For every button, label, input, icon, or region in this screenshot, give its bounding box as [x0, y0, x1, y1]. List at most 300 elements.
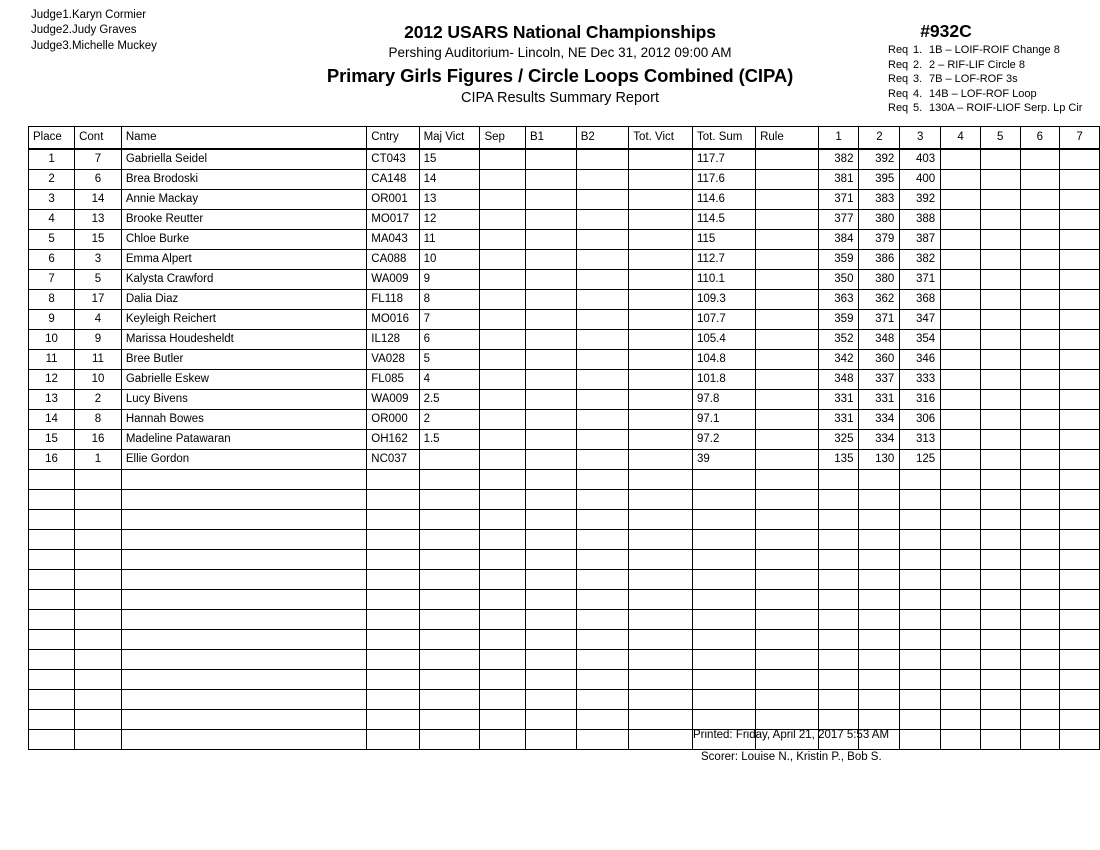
cell-judge-3: 333 — [900, 370, 941, 390]
cell-cont: 7 — [75, 149, 122, 170]
requirement-number: 2. — [913, 58, 923, 71]
cell-sep — [480, 290, 526, 310]
requirement-entry — [888, 101, 1100, 116]
column-header-cntry: Cntry — [367, 127, 419, 150]
requirement-label: Req — [888, 87, 909, 100]
cell-rule — [756, 149, 819, 170]
cell-judge-6 — [1020, 570, 1060, 590]
cell-maj-vict: 11 — [419, 230, 480, 250]
cell-rule — [756, 510, 819, 530]
cell-b2 — [576, 450, 629, 470]
cell-cont: 10 — [75, 370, 122, 390]
cell-maj-vict: 2.5 — [419, 390, 480, 410]
cell-cont — [75, 530, 122, 550]
cell-tot-vict — [629, 590, 693, 610]
cell-cntry — [367, 570, 419, 590]
cell-b1 — [526, 690, 577, 710]
cell-b1 — [526, 670, 577, 690]
cell-judge-1: 352 — [818, 330, 859, 350]
cell-judge-5 — [980, 270, 1020, 290]
cell-name — [121, 710, 366, 730]
cell-cntry — [367, 690, 419, 710]
table-header-row — [29, 127, 1100, 150]
cell-place — [29, 730, 75, 750]
cell-b2 — [576, 730, 629, 750]
cell-tot-vict — [629, 170, 693, 190]
judge-number: 2. — [62, 24, 72, 37]
cell-judge-1: 135 — [818, 450, 859, 470]
cell-judge-7 — [1060, 730, 1100, 750]
cell-judge-3: 306 — [900, 410, 941, 430]
cell-rule — [756, 290, 819, 310]
cell-name — [121, 670, 366, 690]
table-row-empty — [29, 590, 1100, 610]
cell-judge-6 — [1020, 190, 1060, 210]
cell-sep — [480, 170, 526, 190]
cell-rule — [756, 430, 819, 450]
table-row-empty — [29, 650, 1100, 670]
cell-cont: 14 — [75, 190, 122, 210]
cell-judge-4 — [941, 430, 981, 450]
requirement-entry — [888, 72, 1100, 87]
cell-cntry: OR001 — [367, 190, 419, 210]
cell-name — [121, 590, 366, 610]
venue-datetime-line: Pershing Auditorium- Lincoln, NE Dec 31, 2012 09:00 AM — [388, 45, 732, 60]
cell-b1 — [526, 149, 577, 170]
cell-judge-7 — [1060, 170, 1100, 190]
cell-judge-6 — [1020, 430, 1060, 450]
cell-cntry: VA028 — [367, 350, 419, 370]
cell-judge-4 — [941, 710, 981, 730]
table-row — [29, 149, 1100, 170]
cell-cont: 5 — [75, 270, 122, 290]
judge-number: 1. — [62, 9, 72, 21]
cell-b1 — [526, 310, 577, 330]
cell-judge-5 — [980, 430, 1020, 450]
cell-judge-6 — [1020, 610, 1060, 630]
cell-tot-vict — [629, 570, 693, 590]
cell-sep — [480, 670, 526, 690]
cell-judge-7 — [1060, 470, 1100, 490]
cell-judge-5 — [980, 450, 1020, 470]
cell-tot-vict — [629, 430, 693, 450]
cell-judge-1: 382 — [818, 149, 859, 170]
cell-cont — [75, 710, 122, 730]
cell-sep — [480, 149, 526, 170]
table-row-empty — [29, 530, 1100, 550]
cell-place: 3 — [29, 190, 75, 210]
cell-judge-1: 331 — [818, 410, 859, 430]
cell-tot-vict — [629, 490, 693, 510]
cell-judge-1: 359 — [818, 310, 859, 330]
cell-place — [29, 470, 75, 490]
cell-b1 — [526, 490, 577, 510]
cell-cont: 17 — [75, 290, 122, 310]
cell-judge-3 — [900, 610, 941, 630]
cell-cntry — [367, 710, 419, 730]
cell-judge-4 — [941, 670, 981, 690]
cell-judge-2 — [859, 470, 900, 490]
table-row-empty — [29, 570, 1100, 590]
column-header-judge-4: 4 — [941, 127, 981, 150]
cell-judge-4 — [941, 650, 981, 670]
cell-b1 — [526, 350, 577, 370]
cell-b1 — [526, 630, 577, 650]
table-body — [29, 149, 1100, 750]
cell-cntry: CA088 — [367, 250, 419, 270]
cell-sep — [480, 650, 526, 670]
cell-judge-7 — [1060, 630, 1100, 650]
report-header — [180, 22, 940, 108]
cell-maj-vict — [419, 450, 480, 470]
cell-place: 13 — [29, 390, 75, 410]
table-row — [29, 450, 1100, 470]
cell-cntry — [367, 670, 419, 690]
cell-judge-4 — [941, 290, 981, 310]
cell-sep — [480, 330, 526, 350]
cell-judge-7 — [1060, 290, 1100, 310]
cell-rule — [756, 270, 819, 290]
cell-judge-2: 386 — [859, 250, 900, 270]
cell-judge-3: 313 — [900, 430, 941, 450]
requirement-label: Req — [888, 44, 909, 56]
requirement-label: Req — [888, 58, 909, 71]
cell-cont — [75, 730, 122, 750]
cell-b1 — [526, 250, 577, 270]
cell-rule — [756, 490, 819, 510]
column-header-name: Name — [121, 127, 366, 150]
cell-judge-2: 334 — [859, 430, 900, 450]
cell-cntry — [367, 490, 419, 510]
cell-cont — [75, 510, 122, 530]
cell-judge-3 — [900, 670, 941, 690]
table-row-empty — [29, 730, 1100, 750]
cell-b2 — [576, 390, 629, 410]
cell-rule — [756, 570, 819, 590]
requirements-list — [868, 43, 1100, 116]
cell-judge-6 — [1020, 410, 1060, 430]
judge-number: 3. — [62, 39, 72, 52]
cell-place — [29, 590, 75, 610]
cell-judge-6 — [1020, 490, 1060, 510]
cell-name — [121, 510, 366, 530]
cell-b2 — [576, 270, 629, 290]
cell-tot-sum — [692, 550, 755, 570]
cell-judge-4 — [941, 550, 981, 570]
cell-name: Emma Alpert — [121, 250, 366, 270]
cell-tot-sum — [692, 470, 755, 490]
cell-cont — [75, 670, 122, 690]
cell-rule — [756, 470, 819, 490]
cell-judge-4 — [941, 149, 981, 170]
cell-judge-5 — [980, 690, 1020, 710]
cell-maj-vict: 4 — [419, 370, 480, 390]
cell-b2 — [576, 570, 629, 590]
cell-maj-vict — [419, 470, 480, 490]
cell-judge-4 — [941, 450, 981, 470]
cell-rule — [756, 550, 819, 570]
cell-b1 — [526, 270, 577, 290]
cell-sep — [480, 630, 526, 650]
cell-judge-4 — [941, 490, 981, 510]
cell-cntry: MO016 — [367, 310, 419, 330]
cell-maj-vict — [419, 690, 480, 710]
table-row — [29, 250, 1100, 270]
cell-b2 — [576, 170, 629, 190]
table-row — [29, 170, 1100, 190]
cell-tot-sum: 101.8 — [692, 370, 755, 390]
cell-place — [29, 650, 75, 670]
cell-tot-sum: 105.4 — [692, 330, 755, 350]
requirement-label: Req — [888, 73, 909, 86]
cell-judge-7 — [1060, 190, 1100, 210]
cell-b2 — [576, 670, 629, 690]
cell-tot-sum — [692, 510, 755, 530]
cell-place: 5 — [29, 230, 75, 250]
cell-b1 — [526, 290, 577, 310]
judge-entry — [31, 39, 157, 54]
cell-judge-4 — [941, 330, 981, 350]
cell-sep — [480, 430, 526, 450]
cell-judge-3: 400 — [900, 170, 941, 190]
results-table — [28, 126, 1100, 750]
cell-tot-vict — [629, 670, 693, 690]
cell-name: Ellie Gordon — [121, 450, 366, 470]
cell-judge-1: 359 — [818, 250, 859, 270]
cell-name — [121, 570, 366, 590]
cell-cntry — [367, 650, 419, 670]
cell-tot-sum — [692, 530, 755, 550]
cell-maj-vict: 2 — [419, 410, 480, 430]
cell-cont — [75, 550, 122, 570]
cell-tot-vict — [629, 530, 693, 550]
cell-cntry — [367, 510, 419, 530]
cell-tot-vict — [629, 350, 693, 370]
cell-tot-vict — [629, 510, 693, 530]
requirement-text: 7B – LOF-ROF 3s — [929, 73, 1018, 86]
cell-cont: 6 — [75, 170, 122, 190]
cell-maj-vict — [419, 510, 480, 530]
cell-name: Dalia Diaz — [121, 290, 366, 310]
cell-judge-2 — [859, 510, 900, 530]
table-row — [29, 370, 1100, 390]
cell-maj-vict — [419, 710, 480, 730]
cell-tot-vict — [629, 470, 693, 490]
cell-judge-4 — [941, 230, 981, 250]
cell-judge-6 — [1020, 330, 1060, 350]
cell-judge-2 — [859, 570, 900, 590]
cell-judge-2: 395 — [859, 170, 900, 190]
cell-judge-3: 371 — [900, 270, 941, 290]
cell-b2 — [576, 710, 629, 730]
cell-place: 6 — [29, 250, 75, 270]
cell-judge-2: 380 — [859, 270, 900, 290]
cell-tot-sum — [692, 650, 755, 670]
cell-sep — [480, 270, 526, 290]
cell-cont: 15 — [75, 230, 122, 250]
cell-rule — [756, 190, 819, 210]
cell-tot-vict — [629, 690, 693, 710]
cell-judge-1: 363 — [818, 290, 859, 310]
cell-rule — [756, 530, 819, 550]
cell-place — [29, 510, 75, 530]
cell-judge-3: 347 — [900, 310, 941, 330]
cell-judge-1: 381 — [818, 170, 859, 190]
cell-maj-vict — [419, 550, 480, 570]
judge-label: Judge — [31, 24, 63, 37]
cell-judge-5 — [980, 390, 1020, 410]
cell-tot-sum — [692, 570, 755, 590]
cell-tot-vict — [629, 390, 693, 410]
cell-maj-vict — [419, 650, 480, 670]
cell-judge-3 — [900, 490, 941, 510]
table-row — [29, 270, 1100, 290]
cell-judge-2 — [859, 650, 900, 670]
cell-place: 1 — [29, 149, 75, 170]
cell-place: 14 — [29, 410, 75, 430]
cell-b2 — [576, 290, 629, 310]
cell-sep — [480, 370, 526, 390]
column-header-tot-sum: Tot. Sum — [692, 127, 755, 150]
cell-b2 — [576, 470, 629, 490]
cell-place: 7 — [29, 270, 75, 290]
cell-b2 — [576, 190, 629, 210]
cell-b2 — [576, 650, 629, 670]
cell-judge-1: 331 — [818, 390, 859, 410]
cell-b2 — [576, 149, 629, 170]
cell-b2 — [576, 310, 629, 330]
cell-place — [29, 630, 75, 650]
cell-b1 — [526, 370, 577, 390]
cell-cntry: FL118 — [367, 290, 419, 310]
cell-judge-6 — [1020, 390, 1060, 410]
cell-judge-2: 334 — [859, 410, 900, 430]
cell-judge-7 — [1060, 450, 1100, 470]
cell-place — [29, 710, 75, 730]
cell-judge-4 — [941, 270, 981, 290]
cell-cntry — [367, 590, 419, 610]
cell-b2 — [576, 690, 629, 710]
cell-judge-2 — [859, 590, 900, 610]
table-row-empty — [29, 510, 1100, 530]
cell-b2 — [576, 410, 629, 430]
cell-place — [29, 690, 75, 710]
cell-judge-1 — [818, 490, 859, 510]
column-header-sep: Sep — [480, 127, 526, 150]
scorer-line: Scorer: Louise N., Kristin P., Bob S. — [701, 751, 882, 763]
cell-judge-6 — [1020, 530, 1060, 550]
cell-place: 10 — [29, 330, 75, 350]
cell-name: Bree Butler — [121, 350, 366, 370]
cell-judge-3 — [900, 710, 941, 730]
cell-tot-vict — [629, 450, 693, 470]
cell-name — [121, 530, 366, 550]
cell-cntry: MO017 — [367, 210, 419, 230]
cell-judge-2 — [859, 690, 900, 710]
cell-judge-2: 362 — [859, 290, 900, 310]
cell-sep — [480, 690, 526, 710]
cell-name: Lucy Bivens — [121, 390, 366, 410]
cell-cont — [75, 590, 122, 610]
cell-judge-4 — [941, 630, 981, 650]
cell-b1 — [526, 230, 577, 250]
table-row — [29, 290, 1100, 310]
cell-b1 — [526, 190, 577, 210]
cell-judge-7 — [1060, 510, 1100, 530]
cell-sep — [480, 310, 526, 330]
cell-b2 — [576, 610, 629, 630]
cell-maj-vict — [419, 530, 480, 550]
cell-b1 — [526, 550, 577, 570]
cell-judge-4 — [941, 190, 981, 210]
cell-rule — [756, 250, 819, 270]
cell-tot-sum: 97.8 — [692, 390, 755, 410]
cell-judge-6 — [1020, 510, 1060, 530]
cell-judge-7 — [1060, 550, 1100, 570]
cell-b1 — [526, 210, 577, 230]
printed-timestamp: Printed: Friday, April 21, 2017 5:53 AM — [693, 729, 890, 741]
cell-place: 8 — [29, 290, 75, 310]
table-row — [29, 210, 1100, 230]
requirement-entry — [888, 43, 1100, 58]
cell-judge-3 — [900, 650, 941, 670]
cell-name: Madeline Patawaran — [121, 430, 366, 450]
cell-tot-sum: 97.1 — [692, 410, 755, 430]
cell-sep — [480, 470, 526, 490]
cell-tot-vict — [629, 730, 693, 750]
cell-cont — [75, 470, 122, 490]
cell-judge-7 — [1060, 330, 1100, 350]
cell-judge-5 — [980, 550, 1020, 570]
cell-maj-vict: 12 — [419, 210, 480, 230]
cell-rule — [756, 590, 819, 610]
cell-tot-vict — [629, 630, 693, 650]
cell-name: Keyleigh Reichert — [121, 310, 366, 330]
column-header-tot-vict: Tot. Vict — [629, 127, 693, 150]
cell-judge-5 — [980, 310, 1020, 330]
column-header-judge-3: 3 — [900, 127, 941, 150]
cell-judge-6 — [1020, 170, 1060, 190]
cell-judge-4 — [941, 410, 981, 430]
cell-tot-sum — [692, 590, 755, 610]
judge-entry — [31, 8, 157, 23]
cell-tot-sum: 117.6 — [692, 170, 755, 190]
cell-rule — [756, 210, 819, 230]
cell-judge-6 — [1020, 730, 1060, 750]
category-title: Primary Girls Figures / Circle Loops Combined (CIPA) — [326, 65, 794, 86]
cell-cntry — [367, 610, 419, 630]
cell-tot-sum — [692, 610, 755, 630]
cell-b1 — [526, 570, 577, 590]
cell-sep — [480, 570, 526, 590]
cell-cont: 9 — [75, 330, 122, 350]
cell-judge-7 — [1060, 310, 1100, 330]
cell-cntry: MA043 — [367, 230, 419, 250]
cell-judge-6 — [1020, 350, 1060, 370]
cell-tot-sum — [692, 670, 755, 690]
cell-b2 — [576, 350, 629, 370]
cell-maj-vict: 13 — [419, 190, 480, 210]
cell-judge-6 — [1020, 690, 1060, 710]
cell-judge-5 — [980, 370, 1020, 390]
cell-rule — [756, 370, 819, 390]
event-code: #932C — [920, 21, 972, 41]
cell-tot-vict — [629, 610, 693, 630]
cell-cntry — [367, 550, 419, 570]
cell-judge-1: 348 — [818, 370, 859, 390]
column-header-place: Place — [29, 127, 75, 150]
cell-tot-sum — [692, 690, 755, 710]
